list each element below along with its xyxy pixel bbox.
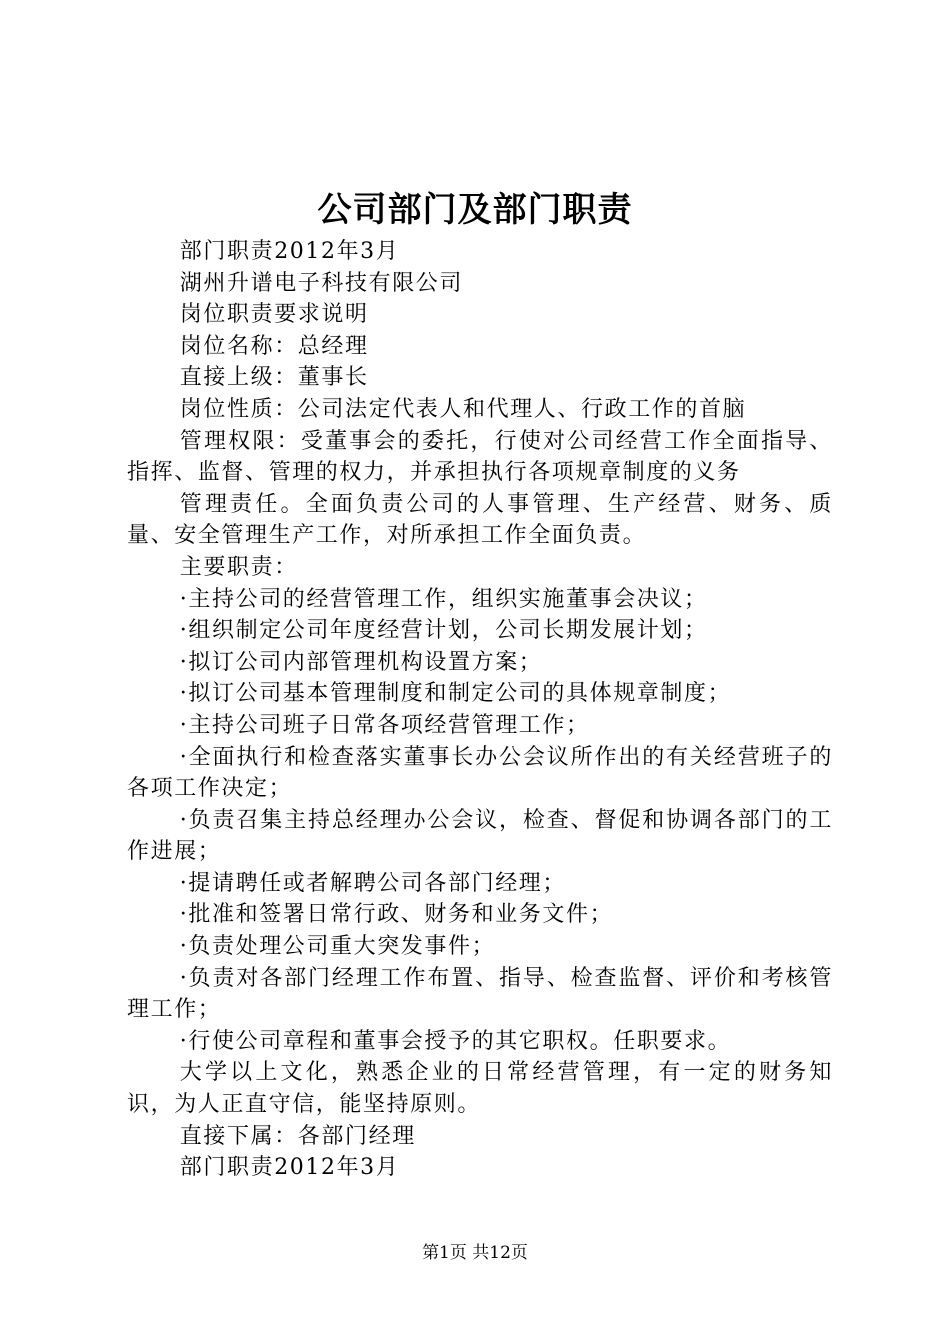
paragraph: 岗位职责要求说明 bbox=[179, 302, 369, 328]
paragraph: 直接下属：各部门经理 bbox=[179, 1123, 416, 1149]
paragraph: 岗位名称：总经理 bbox=[179, 333, 369, 359]
list-item: ·组织制定公司年度经营计划，公司长期发展计划； bbox=[179, 618, 708, 644]
paragraph: 主要职责： bbox=[179, 554, 298, 580]
page-indicator: 第1页 共12页 bbox=[422, 1243, 528, 1263]
document-body bbox=[127, 236, 833, 1184]
paragraph: 管理责任。全面负责公司的人事管理、生产经营、财务、质量、安全管理生产工作，对所承担工作全面负责。 bbox=[127, 491, 833, 549]
document-title: 公司部门及部门职责 bbox=[317, 190, 633, 230]
paragraph: 管理权限：受董事会的委托，行使对公司经营工作全面指导、指挥、监督、管理的权力，并承担执行各项规章制度的义务 bbox=[127, 428, 833, 486]
list-item: ·主持公司班子日常各项经营管理工作； bbox=[179, 712, 590, 738]
paragraph: 直接上级：董事长 bbox=[179, 365, 369, 391]
list-item: ·负责召集主持总经理办公会议，检查、督促和协调各部门的工作进展； bbox=[127, 807, 833, 865]
list-item: ·批准和签署日常行政、财务和业务文件； bbox=[179, 902, 614, 928]
list-item: ·拟订公司内部管理机构设置方案； bbox=[179, 649, 543, 675]
paragraph: 大学以上文化，熟悉企业的日常经营管理，有一定的财务知识，为人正直守信，能坚持原则。 bbox=[127, 1060, 833, 1118]
list-item: ·负责处理公司重大突发事件； bbox=[179, 934, 496, 960]
paragraph: 部门职责2012年3月 bbox=[179, 239, 400, 264]
list-item: ·全面执行和检查落实董事长办公会议所作出的有关经营班子的各项工作决定； bbox=[127, 744, 833, 802]
list-item: ·负责对各部门经理工作布置、指导、检查监督、评价和考核管理工作； bbox=[127, 965, 833, 1023]
list-item: ·行使公司章程和董事会授予的其它职权。任职要求。 bbox=[179, 1028, 732, 1054]
paragraph: 岗位性质：公司法定代表人和代理人、行政工作的首脑 bbox=[179, 396, 747, 422]
list-item: ·拟订公司基本管理制度和制定公司的具体规章制度； bbox=[179, 681, 732, 707]
paragraph: 部门职责2012年3月 bbox=[179, 1155, 400, 1181]
list-item: ·主持公司的经营管理工作，组织实施董事会决议； bbox=[179, 586, 708, 612]
paragraph: 湖州升谱电子科技有限公司 bbox=[179, 270, 463, 296]
list-item: ·提请聘任或者解聘公司各部门经理； bbox=[179, 870, 566, 896]
